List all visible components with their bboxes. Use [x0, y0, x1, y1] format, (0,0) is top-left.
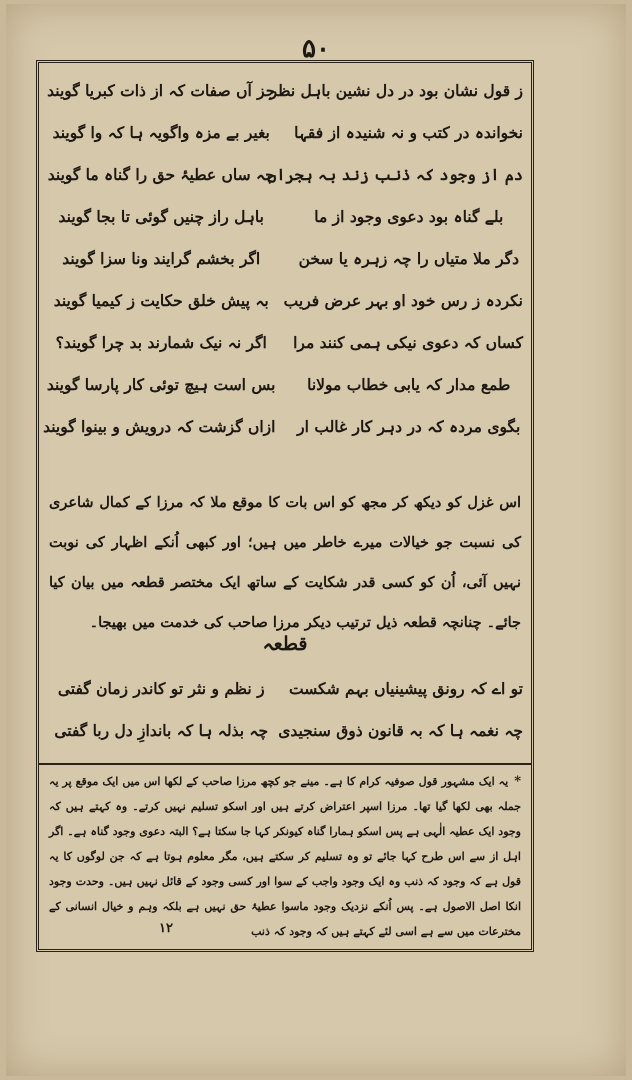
verse-row: [47, 195, 523, 237]
text-frame: [36, 60, 534, 952]
verse-row: [43, 405, 523, 447]
hemistich-right: بگوی مردہ کہ در دہر کار غالب ار: [297, 416, 521, 436]
footnote-end-mark: ۱۲: [159, 921, 173, 936]
hemistich-left: ازاں گزشت کہ درویش و بینوا گویند: [43, 416, 276, 436]
hemistich-right: طمع مدار کہ یابی خطاب مولانا: [307, 374, 511, 394]
hemistich-left: چہ ساں عطیۂ حق را گناہ ما گویند: [47, 164, 275, 184]
hemistich-right: ز قول نشان بود در دل نشین باہل نظر: [269, 80, 523, 100]
page-number: ۵۰: [302, 34, 330, 64]
hemistich-right: دم از وجود کہ ذنب زند بہ ہجراں: [267, 164, 523, 184]
hemistich-right: کساں کہ دعوی نیکی ہمی کنند مرا: [293, 332, 523, 352]
hemistich-left: ز نظم و نثر تو کاندر زمان گفتی: [57, 678, 265, 698]
hemistich-right: نکردہ ز رس خود او بہر عرض فریب: [283, 290, 523, 310]
prose-paragraph: اس غزل کو دیکھ کر مجھ کو اس بات کا موقع ملا کہ مرزا کے کمال شاعری کی نسبت جو خیالات میرے خاطر میں ہیں؛ اور کبھی اُنکے اظہار کی نوبت نہیں آئی، اُن کو کسی قدر شکایت کے ساتھ ایک مختصر قطعہ میں بیان کیا جائے۔ چنانچہ قطعہ ذیل ترتیب دیکر مرزا صاحب کی خدمت میں بھیجا۔: [49, 494, 521, 631]
hemistich-left: اگر نہ نیک شمارند بد چرا گویند؟: [55, 332, 267, 352]
hemistich-left: باہل راز چنیں گوئی تا بجا گویند: [58, 206, 264, 226]
verse-row: [47, 111, 523, 153]
book-page: [6, 4, 626, 1076]
qita-heading: قطعہ: [262, 633, 308, 655]
verse-row: [47, 709, 523, 751]
verse-row: [47, 153, 523, 195]
verse-row: [47, 363, 523, 405]
hemistich-right: تو اے کہ رونق پیشینیاں بہم شکست: [288, 678, 523, 698]
verse-row: [47, 279, 523, 321]
hemistich-left: جز آں صفات کہ از ذات کبریا گویند: [47, 80, 276, 100]
verse-row: [47, 237, 523, 279]
footnote: [49, 769, 521, 944]
hemistich-right: نخواندہ در کتب و نہ شنیدہ از فقہا: [294, 122, 523, 142]
hemistich-right: بلے گناہ بود دعوی وجود از ما: [314, 206, 504, 226]
verse-row: [47, 69, 523, 111]
footnote-text: یہ ایک مشہور قول صوفیہ کرام کا ہے۔ مینے جو کچھ مرزا صاحب کے لکھا اس میں ایک موقع پر یہ جملہ بھی لکھا گیا تھا۔ مرزا اسپر اعتراض کرتے ہیں اور اسکو تسلیم نہیں کرتے۔ وہ کہتے ہیں کہ وجود ایک عطیہ الٰہی ہے پس اسکو ہمارا گناہ کیونکر کہا جا سکتا ہے؟ البتہ دعوی وجود گناہ ہے۔ اگر اہل از سے اس طرح کہا جائے تو وہ تسلیم کر سکتے ہیں، مگر معلوم ہوتا ہے کہ جن لوگوں کا یہ قول ہے کہ وجود کہ ذنب وہ ایک وجود واجب کے سوا اور کسی وجود کے قائل نہیں ہیں۔ وحدت وجود انکا اصل الاصول ہے۔ پس اُنکے نزدیک وجود ماسوا عطیۂ حق نہیں ہے بلکہ وہم و خیال انسانی کے مخترعات میں سے ہے اسی لئے کہتے ہیں کہ وجود کہ ذنب: [49, 775, 521, 938]
hemistich-left: بس است ہیچ توئی کار پارسا گویند: [46, 374, 276, 394]
hemistich-right: دگر ملا متیاں را چہ زہرہ یا سخن: [298, 248, 519, 268]
footnote-marker: *: [514, 774, 521, 789]
verse-row: [47, 667, 523, 709]
hemistich-left: چہ بذلہ ہا کہ باندازِ دل ربا گفتی: [54, 720, 269, 740]
hemistich-left: اگر بخشم گرایند ونا سزا گویند: [62, 248, 261, 268]
qita-verses: [47, 667, 523, 751]
hemistich-left: بہ پیش خلق حکایت ز کیمیا گویند: [53, 290, 269, 310]
verses-top: [43, 69, 523, 447]
footnote-divider: [39, 763, 531, 765]
verse-row: [47, 321, 523, 363]
hemistich-right: چہ نغمہ ہا کہ بہ قانون ذوق سنجیدی: [278, 720, 523, 740]
hemistich-left: بغیر بے مزہ واگویہ ہا کہ وا گویند: [52, 122, 270, 142]
